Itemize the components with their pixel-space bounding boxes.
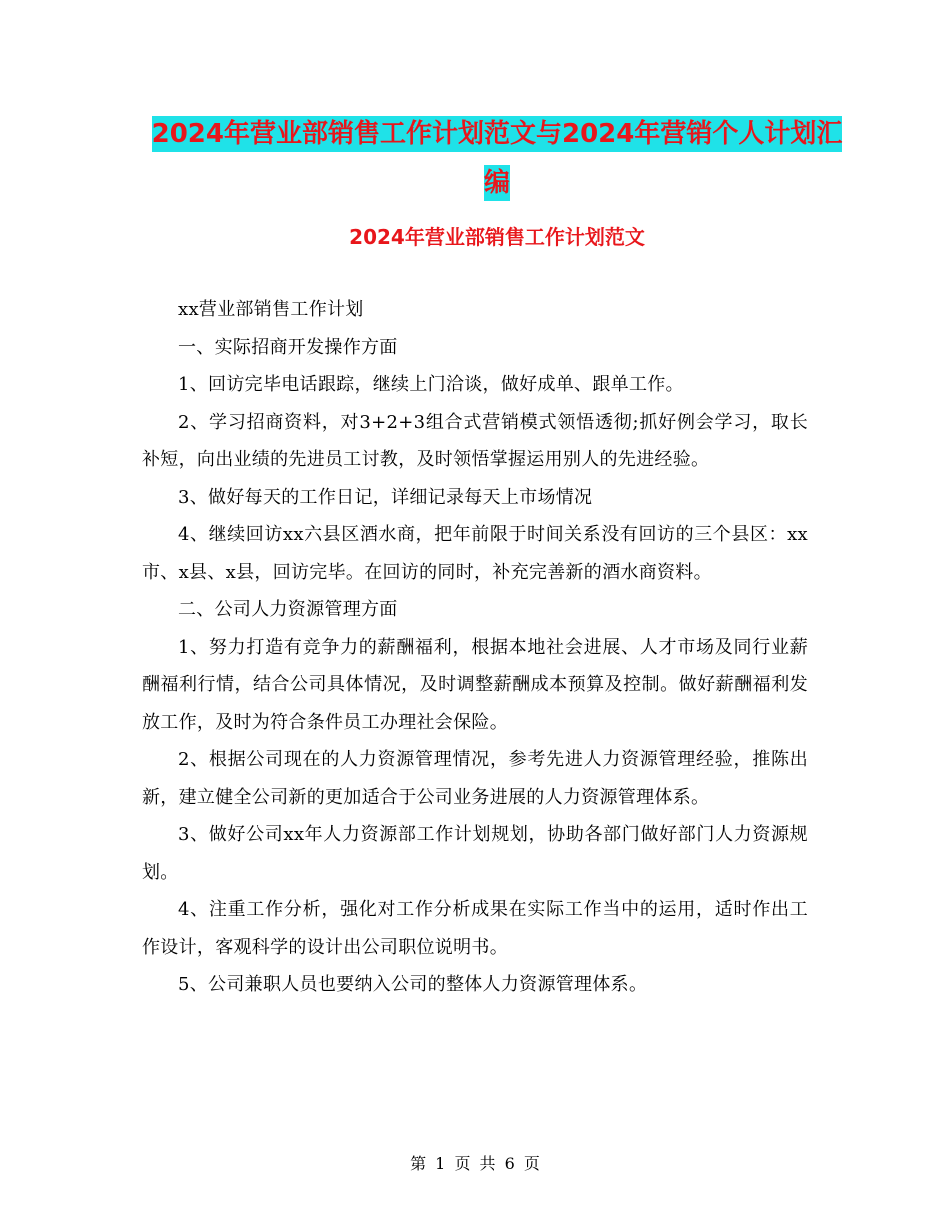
document-main-title (140, 110, 854, 208)
paragraph: xx营业部销售工作计划 (178, 299, 364, 320)
paragraph: 二、公司人力资源管理方面 (178, 599, 398, 620)
paragraph: 2、学习招商资料，对3+2+3组合式营销模式领悟透彻;抓好例会学习，取长补短，向出业绩的先进员工讨教，及时领悟掌握运用别人的先进经验。 (142, 411, 808, 470)
paragraph: 3、做好每天的工作日记，详细记录每天上市场情况 (178, 486, 593, 508)
paragraph: 1、努力打造有竞争力的薪酬福利，根据本地社会进展、人才市场及同行业薪酬福利行情，结合公司具体情况，及时调整薪酬成本预算及控制。做好薪酬福利发放工作，及时为符合条件员工办理社会保险。 (142, 636, 808, 733)
document-body (142, 291, 808, 1004)
paragraph: 一、实际招商开发操作方面 (178, 336, 398, 358)
paragraph: 5、公司兼职人员也要纳入公司的整体人力资源管理体系。 (178, 974, 648, 995)
paragraph: 1、回访完毕电话跟踪，继续上门洽谈，做好成单、跟单工作。 (178, 374, 684, 395)
paragraph: 2、根据公司现在的人力资源管理情况，参考先进人力资源管理经验，推陈出新，建立健全公司新的更加适合于公司业务进展的人力资源管理体系。 (142, 749, 808, 808)
section-title: 2024年营业部销售工作计划范文 (349, 225, 645, 249)
page-number-footer: 第 1 页 共 6 页 (410, 1154, 540, 1173)
paragraph: 4、注重工作分析，强化对工作分析成果在实际工作当中的运用，适时作出工作设计，客观科学的设计出公司职位说明书。 (142, 899, 808, 958)
paragraph: 4、继续回访xx六县区酒水商，把年前限于时间关系没有回访的三个县区：xx市、x县、x县，回访完毕。在回访的同时，补充完善新的酒水商资料。 (142, 524, 808, 583)
title-highlight: 2024年营业部销售工作计划范文与2024年营销个人计划汇编 (152, 116, 843, 201)
paragraph: 3、做好公司xx年人力资源部工作计划规划，协助各部门做好部门人力资源规划。 (142, 824, 808, 883)
